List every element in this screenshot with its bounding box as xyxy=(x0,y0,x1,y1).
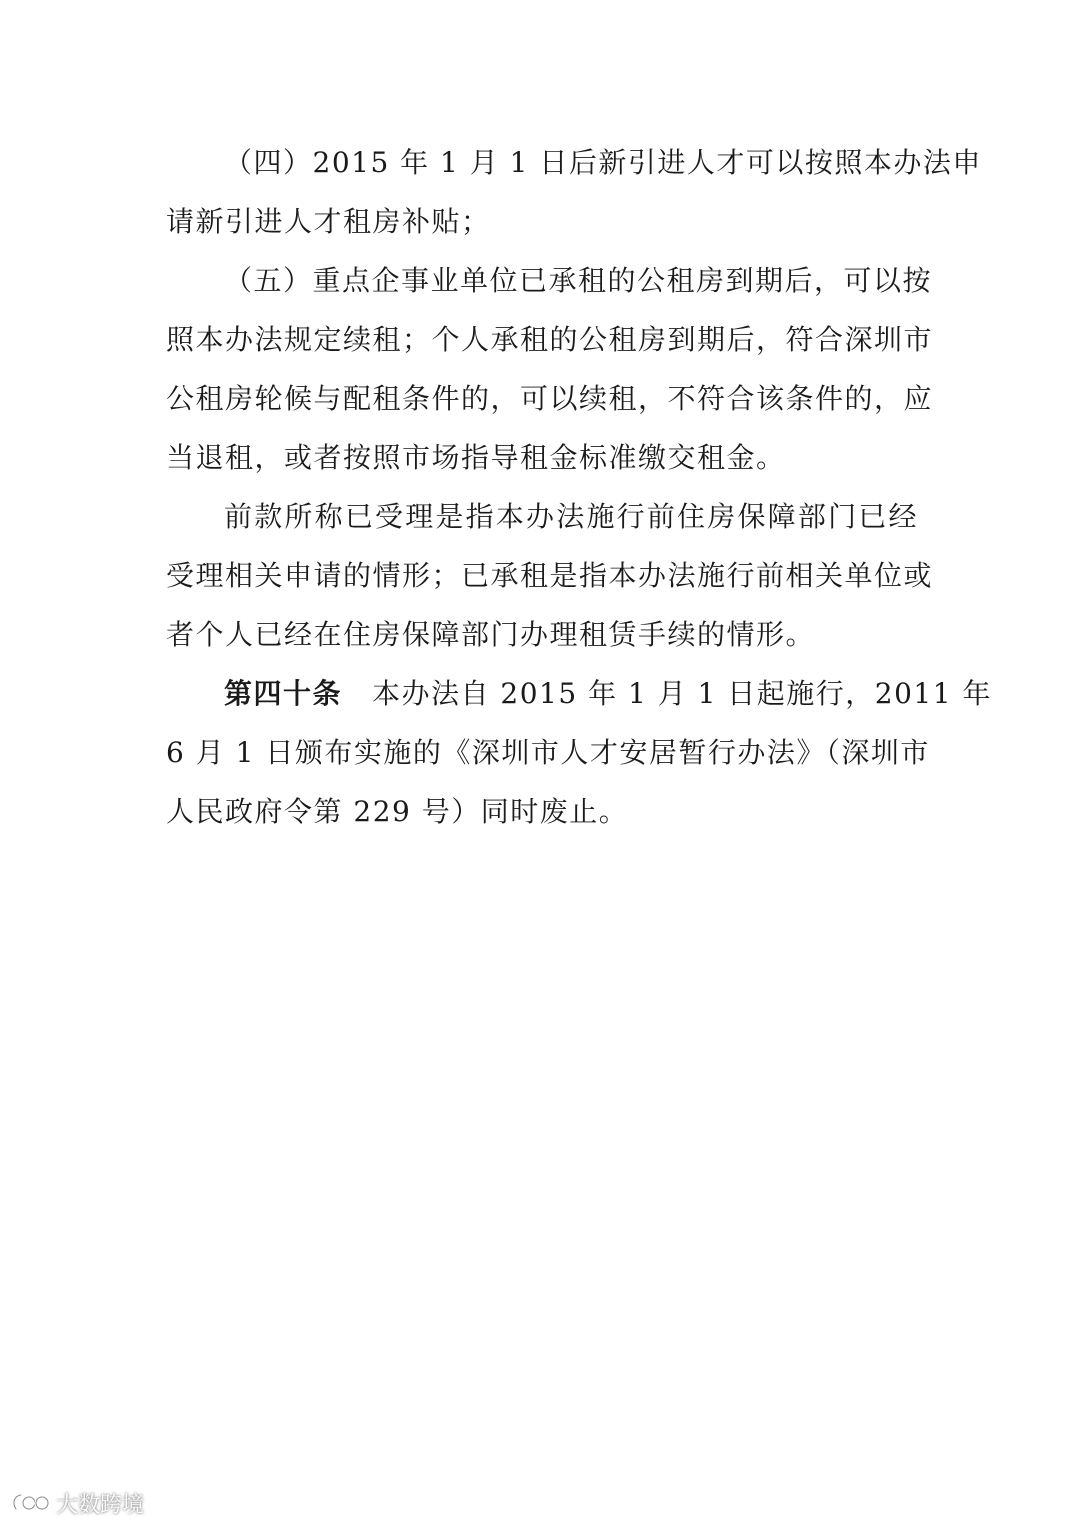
article-heading: 第四十条 xyxy=(224,677,343,710)
watermark xyxy=(10,1489,144,1517)
document-body xyxy=(166,133,992,841)
paragraph-line: 者个人已经在住房保障部门办理租赁手续的情形。 xyxy=(166,618,816,651)
paragraph-line: 当退租，或者按照市场指导租金标准缴交租金。 xyxy=(166,441,786,474)
paragraph-line: 前款所称已受理是指本办法施行前住房保障部门已经 xyxy=(224,500,918,533)
article-line xyxy=(166,664,992,723)
paragraph-line: 公租房轮候与配租条件的，可以续租，不符合该条件的，应 xyxy=(166,382,934,415)
paragraph-line: 请新引进人才租房补贴； xyxy=(166,205,491,238)
article-text: 本办法自 2015 年 1 月 1 日起施行，2011 年 xyxy=(372,677,992,710)
paragraph-line: （四）2015 年 1 月 1 日后新引进人才可以按照本办法申 xyxy=(224,146,982,179)
paragraph-line: 受理相关申请的情形；已承租是指本办法施行前相关单位或 xyxy=(166,559,934,592)
paragraph-line: 照本办法规定续租；个人承租的公租房到期后，符合深圳市 xyxy=(166,323,934,356)
article-line: 人民政府令第 229 号）同时废止。 xyxy=(166,795,629,828)
paragraph-line: （五）重点企事业单位已承租的公租房到期后，可以按 xyxy=(224,264,933,297)
watermark-text: 大数跨境 xyxy=(56,1492,145,1518)
brand-logo-icon xyxy=(10,1491,52,1515)
article-line: 6 月 1 日颁布实施的《深圳市人才安居暂行办法》（深圳市 xyxy=(166,736,930,769)
